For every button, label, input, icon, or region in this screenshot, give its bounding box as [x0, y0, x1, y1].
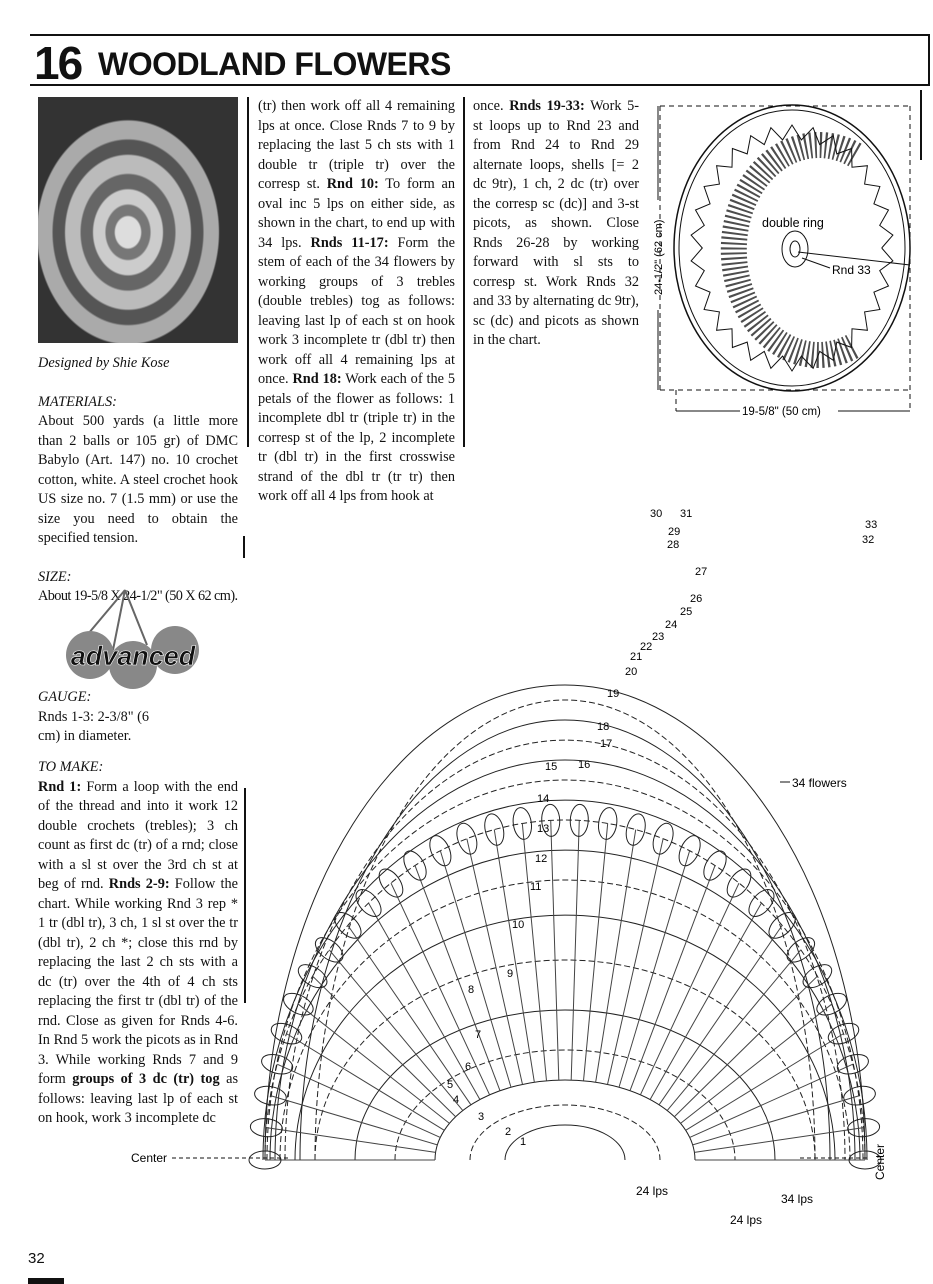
flower-stem: [467, 839, 523, 1085]
column-divider: [247, 97, 249, 447]
column-divider: [463, 97, 465, 447]
rnd1-text: Form a loop with the end of the thread and into it work 12 double crochets (trebles); 3 ch count as first dc (tr) of a rnd; close with a sl st over the 3rd ch st at beg of rnd.: [38, 778, 239, 892]
divider: [920, 90, 922, 160]
flower-stem: [277, 1064, 440, 1137]
flower-stem: [674, 976, 817, 1117]
round-number-8: 8: [468, 984, 475, 996]
round-number-28: 28: [667, 539, 680, 551]
gauge-text: Rnds 1-3: 2-3/8" (6 cm) in diameter.: [38, 708, 150, 744]
flower-stem: [681, 1004, 832, 1123]
double-ring-label: double ring: [762, 216, 824, 230]
flower-stem: [690, 1064, 853, 1137]
lps-label: 24 lps: [636, 1184, 669, 1198]
round-number-33: 33: [865, 519, 878, 531]
footer-bar: [28, 1278, 64, 1284]
center-label-left: Center: [131, 1151, 168, 1165]
page-number: 32: [28, 1250, 45, 1267]
size-schematic: [640, 90, 930, 430]
chart-rounds: [249, 685, 881, 1169]
rnd18-label: Rnd 18:: [292, 371, 342, 387]
chart-round-arc: [267, 780, 863, 1160]
flower-stem: [608, 839, 664, 1085]
text: To form an oval inc 5 lps on either side, as shown in the chart, to end up with 34 lps.: [258, 176, 455, 251]
size-text: About 19-5/8 X 24-1/2" (50 X 62 cm).: [38, 588, 238, 604]
gauge-heading: GAUGE:: [38, 689, 92, 705]
round-number-21: 21: [630, 651, 643, 663]
rnd10-label: Rnd 10:: [326, 176, 379, 192]
round-number-12: 12: [535, 853, 548, 865]
chart-round-arc: [295, 915, 835, 1160]
text: Work 5-st loops up to Rnd 23 and from Rnd 24 to Rnd 29 alternate loops, shells [= 2 dc 9tr), 1 ch, 2 dc (tr) over the corresp sc (dc)] and 3-st picots, as shown. Close Rnds 26-28 by working forward with sl sts to corresp st. Work Rnds 32 and 33 by alternating dc 9tr), sc (dc) and picots as shown in the chart.: [473, 98, 640, 348]
rnds2-9-text: Follow the chart. While working Rnd 3 rep * 1 tr (dbl tr), 3 ch, 1 sl st over the tr (dbl tr), 2 ch *; close this rnd by replacing the last 2 ch sts with a dc (tr) over the 4th of 4 ch sts replacing the first tr (dbl tr) of the rnd. Close as given for Rnds 4-6. In Rnd 5 work the picots as in Rnd 3. While working Rnds 7 and 9 form: [38, 876, 238, 1087]
round-number-6: 6: [465, 1061, 472, 1073]
text: once.: [473, 98, 510, 114]
round-number-1: 1: [520, 1136, 527, 1148]
crochet-chart: [0, 455, 933, 1255]
flower-stem: [313, 976, 456, 1117]
chart-round-arc: [285, 740, 845, 1160]
text: Form the stem of each of the 34 flowers by working groups of 3 trebles (double trebles) tog as follows: leaving last lp of each st on hook work 3 incomplete tr (dbl tr) then work off all 4 remaining lps at once.: [258, 234, 455, 387]
flowers-label: 34 flowers: [792, 776, 847, 790]
groups-label: groups of 3 dc (tr) tog: [72, 1071, 220, 1087]
flower-stem: [584, 823, 608, 1080]
chart-round-arc: [263, 800, 867, 1160]
flower-stem: [694, 1128, 863, 1153]
round-number-4: 4: [453, 1094, 460, 1106]
round-number-20: 20: [625, 666, 638, 678]
chart-round-arc: [470, 1105, 660, 1160]
round-number-30: 30: [650, 508, 663, 520]
materials-text: About 500 yards (a little more than 2 balls or 105 gr) of DMC Babylo (Art. 147) no. 10 crochet cotton, white. A steel crochet hook US size no. 7 (1.5 mm) or use the size you need to obtain the specified tension.: [38, 413, 238, 546]
round-number-18: 18: [597, 721, 610, 733]
flower-stem: [667, 950, 801, 1111]
middle-column: [258, 97, 455, 507]
round-number-10: 10: [512, 919, 525, 931]
text: Work each of the 5 petals of the flower as follows: 1 incomplete dbl tr (triple tr) in the corresp st of the lp, 2 incomplete tr (dbl tr) in the first crosswise strand of the dbl tr (tr tr) then work off all 4 lps from hook at: [258, 371, 456, 504]
round-number-24: 24: [665, 619, 678, 631]
round-number-25: 25: [680, 606, 693, 618]
right-column: [473, 97, 639, 351]
to-make-heading: TO MAKE:: [38, 759, 104, 775]
text: (tr) then work off all 4 remaining lps at once. Close Rnds 7 to 9 by replacing the last 5 ch sts with 1 double tr (triple tr) over the corresp st.: [258, 98, 455, 192]
chart-round-arc: [435, 1080, 695, 1160]
size-heading: SIZE:: [38, 568, 72, 585]
round-number-11: 11: [530, 881, 542, 893]
groups-text: as follows: leaving last lp of each st on hook, work 3 incomplete dc: [38, 1071, 239, 1126]
round-number-31: 31: [680, 508, 693, 520]
flower-stem: [494, 830, 534, 1083]
round-number-26: 26: [690, 593, 703, 605]
rnds19-33-label: Rnds 19-33:: [509, 98, 585, 114]
badge-text: advanced: [70, 641, 196, 671]
flower-stem: [329, 950, 463, 1111]
rnd33-label: Rnd 33: [832, 263, 871, 277]
round-number-29: 29: [668, 526, 681, 538]
round-number-3: 3: [478, 1111, 485, 1123]
chart-round-arc: [280, 880, 850, 1160]
flower-stem: [693, 1096, 860, 1145]
chart-round-arc: [355, 1010, 775, 1160]
materials-heading: MATERIALS:: [38, 393, 117, 410]
round-number-15: 15: [545, 761, 558, 773]
lps-label: 34 lps: [781, 1192, 814, 1206]
round-number-23: 23: [652, 631, 665, 643]
flower-stem: [630, 866, 715, 1091]
height-dimension: 24-1/2" (62 cm): [653, 219, 665, 295]
round-number-27: 27: [695, 566, 708, 578]
rnd1-label: Rnd 1:: [38, 778, 82, 795]
round-number-2: 2: [505, 1126, 512, 1138]
flower-stem: [369, 903, 480, 1099]
flower-stem: [298, 1004, 449, 1123]
lps-label: 24 lps: [730, 1213, 763, 1227]
chart-round-arc: [270, 850, 860, 1160]
round-number-9: 9: [507, 968, 514, 980]
page-title: WOODLAND FLOWERS: [98, 46, 451, 82]
flower-stem: [596, 830, 636, 1083]
round-number-14: 14: [537, 793, 550, 805]
flower-stem: [571, 820, 579, 1080]
round-number-17: 17: [600, 738, 613, 750]
round-number-22: 22: [640, 641, 653, 653]
flower-stem: [551, 820, 559, 1080]
designer-credit: Designed by Shie Kose: [38, 355, 170, 371]
rnds2-9-label: Rnds 2-9:: [108, 876, 170, 892]
pattern-number: 16: [34, 37, 82, 89]
round-number-19: 19: [607, 688, 620, 700]
center-label-right: Center: [873, 1143, 887, 1180]
round-number-32: 32: [862, 534, 875, 546]
flower-stem: [440, 851, 514, 1088]
chart-round-arc: [265, 685, 865, 1160]
chart-round-arc: [315, 700, 815, 1160]
flower-stem: [391, 883, 490, 1095]
round-number-5: 5: [447, 1079, 454, 1091]
width-dimension: 19-5/8" (50 cm): [742, 406, 821, 418]
round-number-7: 7: [475, 1029, 482, 1041]
flower-stem: [619, 851, 690, 1088]
flower-stem: [415, 866, 500, 1091]
flower-stem: [266, 1128, 435, 1153]
chart-round-arc: [315, 960, 815, 1160]
round-number-13: 13: [537, 823, 550, 835]
doily-photo: [38, 97, 238, 343]
flower-stem: [650, 903, 761, 1099]
flower-stem: [270, 1096, 437, 1145]
rnds11-17-label: Rnds 11-17:: [310, 234, 389, 251]
chart-round-arc: [265, 820, 865, 1160]
flower-stem: [640, 883, 739, 1095]
round-number-16: 16: [578, 759, 591, 771]
